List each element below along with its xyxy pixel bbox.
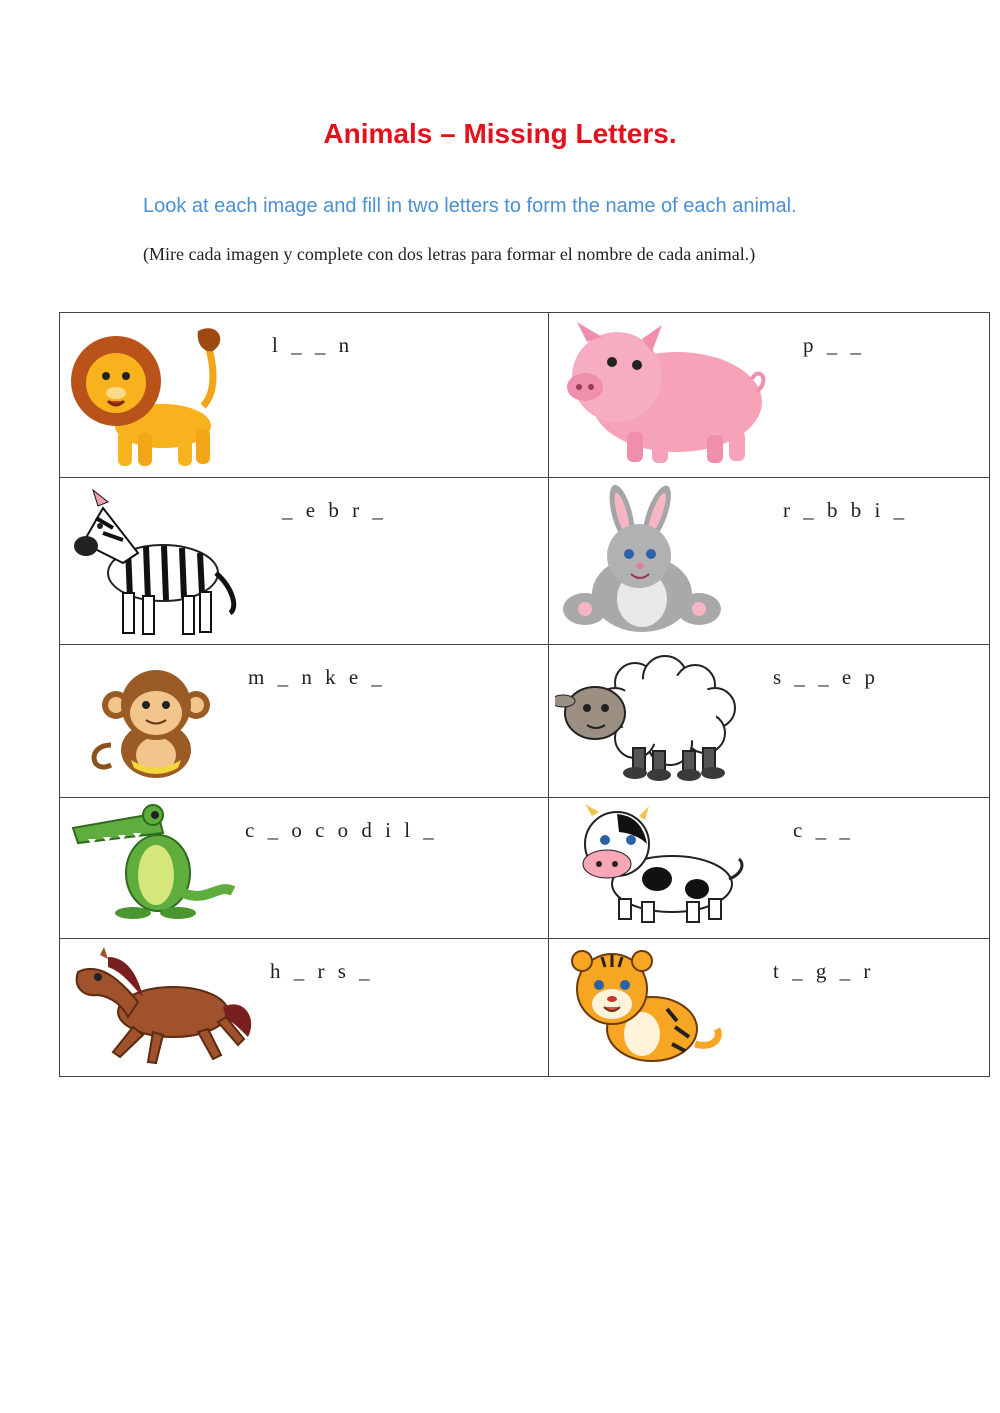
table-cell-rabbit xyxy=(549,478,990,645)
sheep-icon xyxy=(555,653,745,783)
table-cell-tiger xyxy=(549,939,990,1077)
table-row xyxy=(60,798,990,939)
table-cell-crocodile xyxy=(60,798,549,939)
word-puzzle: r _ b b i _ xyxy=(783,498,909,522)
table-cell-pig xyxy=(549,313,990,478)
cow-icon xyxy=(557,804,747,926)
word-puzzle: h _ r s _ xyxy=(270,959,374,983)
word-puzzle: c _ o c o d i l _ xyxy=(245,818,438,842)
rabbit-icon xyxy=(557,484,737,639)
table-row xyxy=(60,478,990,645)
crocodile-icon xyxy=(68,803,238,921)
word-puzzle: t _ g _ r xyxy=(773,959,875,983)
word-puzzle: s _ _ e p xyxy=(773,665,879,689)
table-cell-zebra xyxy=(60,478,549,645)
zebra-icon xyxy=(68,488,243,638)
monkey-icon xyxy=(86,665,226,785)
table-row xyxy=(60,645,990,798)
word-puzzle: _ e b r _ xyxy=(282,498,387,522)
instructions-english: Look at each image and fill in two letters to form the name of each animal. xyxy=(143,195,797,217)
table-cell-horse xyxy=(60,939,549,1077)
word-puzzle: l _ _ n xyxy=(272,333,354,357)
word-puzzle: m _ n k e _ xyxy=(248,665,386,689)
table-cell-lion xyxy=(60,313,549,478)
table-cell-cow xyxy=(549,798,990,939)
table-row xyxy=(60,313,990,478)
word-puzzle: c _ _ xyxy=(793,818,854,842)
word-puzzle: p _ _ xyxy=(803,333,865,357)
table-cell-monkey xyxy=(60,645,549,798)
horse-icon xyxy=(68,947,258,1069)
pig-icon xyxy=(557,317,772,469)
tiger-icon xyxy=(557,949,727,1065)
table-cell-sheep xyxy=(549,645,990,798)
animal-word-table xyxy=(59,312,990,1077)
instructions-spanish: (Mire cada imagen y complete con dos letras para formar el nombre de cada animal.) xyxy=(143,244,756,264)
table-row xyxy=(60,939,990,1077)
lion-icon xyxy=(68,321,233,471)
page-title: Animals – Missing Letters. xyxy=(323,118,677,149)
